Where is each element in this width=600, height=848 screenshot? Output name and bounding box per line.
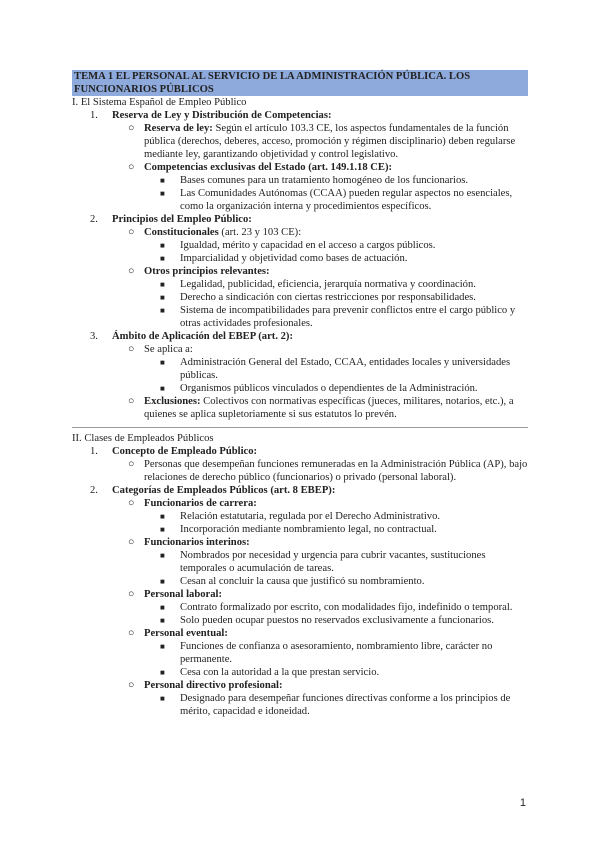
list-item: ○ Personal directivo profesional: [128, 680, 283, 691]
document-page [72, 70, 528, 718]
section-1-heading: I. El Sistema Español de Empleo Público [72, 97, 247, 108]
list-item: ■ Igualdad, mérito y capacidad en el acceso a cargos públicos. [160, 240, 436, 251]
list-item: ■ Organismos públicos vinculados o dependientes de la Administración. [160, 383, 478, 394]
list-item: ■ Contrato formalizado por escrito, con modalidades fijo, indefinido o temporal. [160, 602, 513, 613]
list-item: ■ Funciones de confianza o asesoramiento, nombramiento libre, carácter no permanente. [160, 641, 493, 665]
list-item: ○ Exclusiones: Colectivos con normativas específicas (jueces, militares, notarios, etc.), a quienes se aplica supletoriamente si sus estatutos lo prevén. [128, 396, 514, 420]
page-number: 1 [519, 797, 526, 809]
list-item: ■ Solo pueden ocupar puestos no reservados exclusivamente a funcionarios. [160, 615, 494, 626]
list-item: ■ Administración General del Estado, CCAA, entidades locales y universidades públicas. [160, 357, 511, 381]
list-item: ○ Se aplica a: [128, 344, 193, 355]
list-item: ○ Funcionarios de carrera: [128, 498, 257, 509]
list-item: 1. Concepto de Empleado Público: [90, 446, 258, 457]
list-item: ○ Personas que desempeñan funciones remuneradas en la Administración Pública (AP), bajo relaciones de derecho público (funcionarios) o privado (personal laboral). [128, 459, 528, 483]
list-item: ■ Cesa con la autoridad a la que prestan servicio. [160, 667, 380, 678]
list-item: ○ Personal laboral: [128, 589, 222, 600]
list-item: 2. Principios del Empleo Público: [90, 214, 252, 225]
list-item: ■ Relación estatutaria, regulada por el Derecho Administrativo. [160, 511, 441, 522]
list-item: 3. Ámbito de Aplicación del EBEP (art. 2): [90, 331, 293, 342]
list-item: ○ Reserva de ley: Según el artículo 103.3 CE, los aspectos fundamentales de la función pública (derechos, deberes, acceso, promoción y régimen disciplinario) deben regularse mediante ley, garantizando objetividad y control legislativo. [128, 123, 516, 160]
list-item: ■ Derecho a sindicación con ciertas restricciones por responsabilidades. [160, 292, 476, 303]
list-item: ○ Personal eventual: [128, 628, 228, 639]
list-item: ○ Constitucionales (art. 23 y 103 CE): [128, 227, 302, 238]
list-item: 2. Categorías de Empleados Públicos (art. 8 EBEP): [90, 485, 336, 496]
list-item: 1. Reserva de Ley y Distribución de Competencias: [90, 110, 332, 121]
divider [72, 427, 528, 428]
list-item: ■ Las Comunidades Autónomas (CCAA) pueden regular aspectos no esenciales, como la organización interna y procedimientos específicos. [160, 188, 513, 212]
document-title: TEMA 1 EL PERSONAL AL SERVICIO DE LA ADMINISTRACIÓN PÚBLICA. LOS FUNCIONARIOS PÚBLICOS [72, 70, 528, 96]
list-item: ■ Incorporación mediante nombramiento legal, no contractual. [160, 524, 437, 535]
list-item: ■ Designado para desempeñar funciones directivas conforme a los principios de mérito, capacidad e idoneidad. [160, 693, 511, 717]
list-item: ■ Cesan al concluir la causa que justificó su nombramiento. [160, 576, 425, 587]
list-item: ■ Legalidad, publicidad, eficiencia, jerarquía normativa y coordinación. [160, 279, 476, 290]
list-item: ■ Imparcialidad y objetividad como bases de actuación. [160, 253, 408, 264]
list-item: ■ Nombrados por necesidad y urgencia para cubrir vacantes, sustituciones temporales o acumulación de tareas. [160, 550, 486, 574]
list-item: ○ Funcionarios interinos: [128, 537, 250, 548]
list-item: ■ Sistema de incompatibilidades para prevenir conflictos entre el cargo público y otras actividades profesionales. [160, 305, 516, 329]
list-item: ■ Bases comunes para un tratamiento homogéneo de los funcionarios. [160, 175, 469, 186]
section-2-heading: II. Clases de Empleados Públicos [72, 433, 214, 444]
list-item: ○ Otros principios relevantes: [128, 266, 270, 277]
list-item: ○ Competencias exclusivas del Estado (art. 149.1.18 CE): [128, 162, 393, 173]
